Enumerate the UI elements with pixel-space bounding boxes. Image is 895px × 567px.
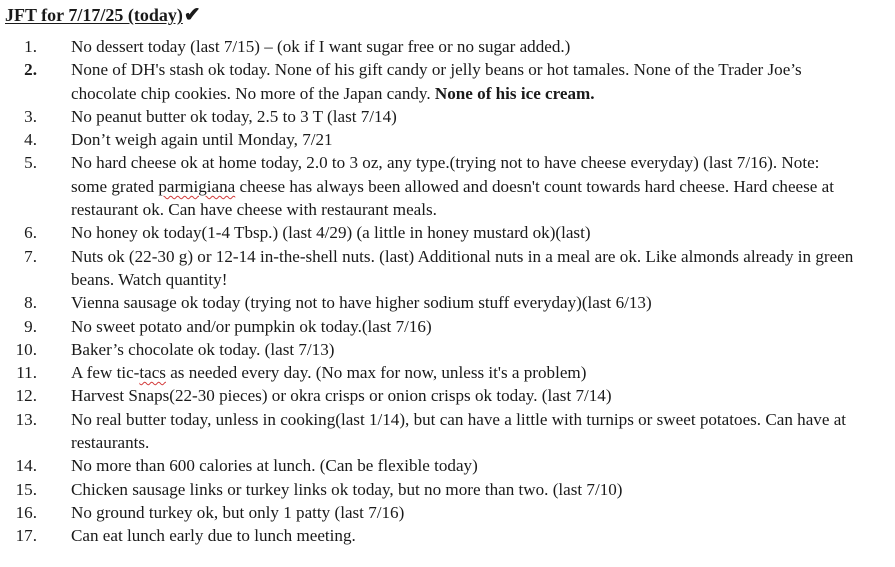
- list-item: [0, 105, 895, 128]
- list-number: 3.: [24, 106, 37, 126]
- list-item: [0, 501, 895, 524]
- list-text-part: No real butter today, unless in cooking(last 1/14), but can have a little with turnips or sweet potatoes. Can have at restaurants.: [71, 409, 847, 453]
- list-item: [0, 478, 895, 501]
- list-text: [71, 315, 856, 338]
- list-item: [0, 245, 895, 292]
- list-text: [71, 338, 856, 361]
- list-text-part: Can eat lunch early due to lunch meeting.: [71, 526, 356, 546]
- list-number: 14.: [15, 456, 37, 476]
- list-text-part: No dessert today (last 7/15) – (ok if I want sugar free or no sugar added.): [71, 37, 571, 56]
- list-number: 6.: [24, 223, 37, 243]
- list-item: [0, 58, 895, 105]
- list-item: [0, 524, 895, 547]
- list-item: [0, 291, 895, 314]
- list-text-part: Nuts ok (22-30 g) or 12-14 in-the-shell nuts. (last) Additional nuts in a meal are ok. Like almonds already in green beans. Watch quantity!: [71, 246, 854, 289]
- list-text-part: No sweet potato and/or pumpkin ok today.(last 7/16): [71, 316, 432, 336]
- list-number: 7.: [24, 246, 37, 266]
- list-text: [71, 291, 856, 314]
- list-text-part: cheese has always been allowed and doesn't count towards hard cheese. Hard cheese at restaurant ok. Can have cheese with restaurant meals.: [71, 176, 834, 220]
- list-number: 15.: [15, 479, 37, 499]
- list-text: [71, 478, 856, 501]
- list-number: 16.: [15, 502, 37, 522]
- list-text-part: No peanut butter ok today, 2.5 to 3 T (last 7/14): [71, 106, 397, 126]
- list-text: [71, 384, 856, 407]
- list-number: 10.: [15, 339, 37, 359]
- list-text-part: Baker’s chocolate ok today. (last 7/13): [71, 339, 335, 359]
- list-item: [0, 221, 895, 244]
- list-number: 11.: [16, 363, 37, 383]
- list-number: 1.: [24, 37, 37, 56]
- list-item: [0, 408, 895, 455]
- list-item: [0, 151, 895, 221]
- list-item: [0, 35, 895, 58]
- list-text: [71, 361, 856, 384]
- list-text: [71, 501, 856, 524]
- list-text-bold: None of his ice cream.: [434, 83, 595, 103]
- list-number: 17.: [15, 526, 37, 546]
- list-text: [71, 128, 856, 151]
- list-text-part: No honey ok today(1-4 Tbsp.) (last 4/29) (a little in honey mustard ok)(last): [71, 223, 591, 243]
- page-title: [5, 4, 201, 26]
- list-text-part: No ground turkey ok, but only 1 patty (last 7/16): [71, 502, 405, 522]
- list-text: [71, 245, 856, 292]
- list-item: [0, 361, 895, 384]
- list-text-part: Chicken sausage links or turkey links ok today, but no more than two. (last 7/10): [71, 479, 623, 499]
- list-text-part: None of DH's stash ok today. None of his gift candy or jelly beans or hot tamales. None of the Trader Joe’s chocolate chip cookies. No more of the Japan candy.: [71, 60, 802, 103]
- list-item: [0, 338, 895, 361]
- list-item: [0, 315, 895, 338]
- list-text-part: Vienna sausage ok today (trying not to have higher sodium stuff everyday)(last 6/13): [71, 293, 652, 313]
- list-text-part: Don’t weigh again until Monday, 7/21: [71, 130, 333, 150]
- list-text-part: A few tic-: [71, 363, 140, 383]
- list-item: [0, 454, 895, 477]
- list-text: [71, 221, 856, 244]
- task-list: [0, 35, 895, 548]
- list-number: 2.: [24, 60, 37, 80]
- list-text: [71, 105, 856, 128]
- spellcheck-word: tacs: [139, 363, 166, 383]
- list-text-part: No hard cheese ok at home today, 2.0 to 3 oz, any type.(trying not to have cheese everyday) (last 7/16). Note: some grated: [71, 153, 820, 196]
- list-number: 9.: [24, 316, 37, 336]
- list-number: 4.: [24, 130, 37, 150]
- list-number: 5.: [24, 153, 37, 173]
- list-item: [0, 128, 895, 151]
- list-text: [71, 58, 856, 105]
- list-text: [71, 408, 856, 455]
- list-text-part: as needed every day. (No max for now, unless it's a problem): [165, 363, 587, 383]
- list-text: [71, 151, 856, 221]
- list-number: 13.: [15, 409, 37, 429]
- list-text-part: Harvest Snaps(22-30 pieces) or okra crisps or onion crisps ok today. (last 7/14): [71, 386, 612, 406]
- checkmark-icon: ✔: [183, 4, 201, 26]
- list-number: 12.: [15, 386, 37, 406]
- page-title-text: JFT for 7/17/25 (today): [5, 5, 183, 25]
- list-text-part: No more than 600 calories at lunch. (Can be flexible today): [71, 456, 478, 476]
- list-text: [71, 524, 856, 547]
- spellcheck-word: parmigiana: [158, 176, 236, 196]
- list-number: 8.: [24, 293, 37, 313]
- list-item: [0, 384, 895, 407]
- list-text: [71, 35, 856, 58]
- list-text: [71, 454, 856, 477]
